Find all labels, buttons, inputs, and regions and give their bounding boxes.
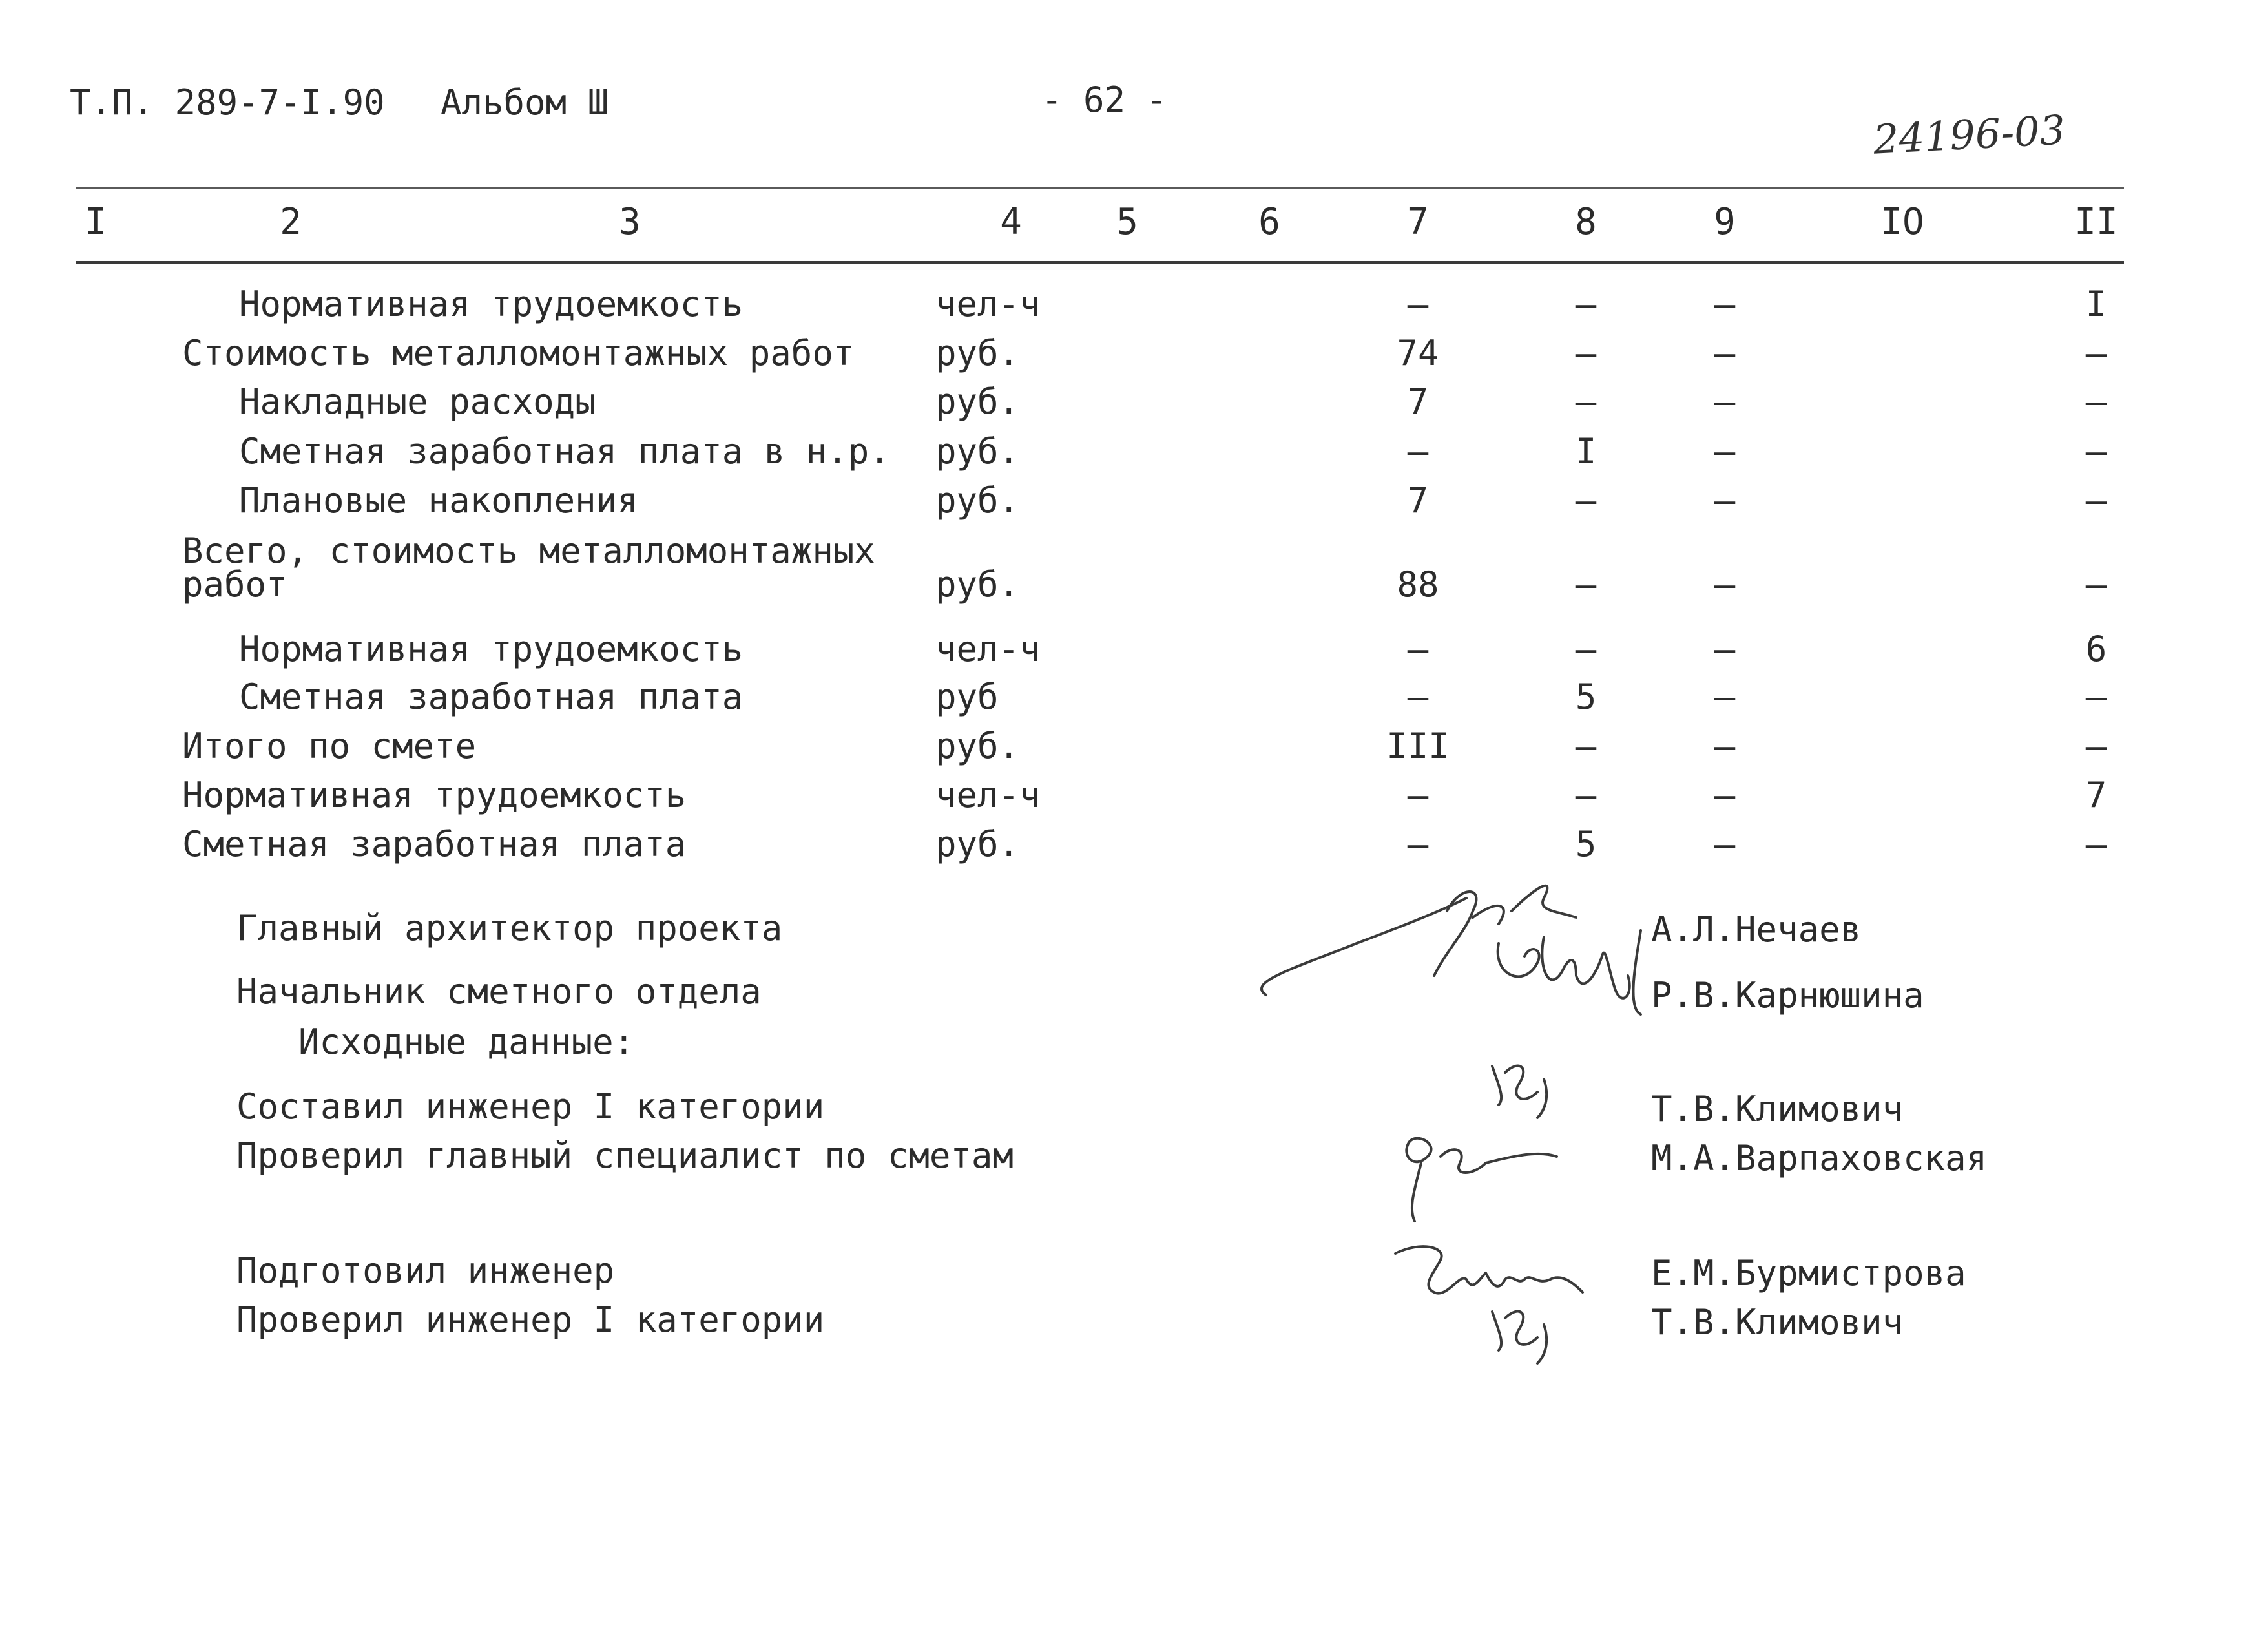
row-value-c11: – [2085, 676, 2107, 717]
column-header: II [2074, 201, 2118, 243]
row-value-c8: – [1575, 381, 1597, 422]
signature-klimovich-2 [1479, 1292, 1570, 1363]
row-value-c11: 6 [2085, 629, 2107, 669]
row-value-c11: 7 [2085, 775, 2107, 815]
album-label: Альбом Ш [441, 82, 609, 123]
column-header: 2 [280, 201, 302, 243]
row-value-c8: – [1575, 775, 1597, 815]
column-header: 5 [1116, 201, 1138, 243]
row-value-c11: – [2085, 824, 2107, 865]
column-header: 7 [1407, 201, 1429, 243]
column-header: IO [1880, 201, 1924, 243]
row-value-c9: – [1714, 381, 1736, 422]
signature-role: Составил инженер I категории [236, 1086, 825, 1127]
signatory-name: М.А.Варпаховская [1651, 1138, 1988, 1179]
row-value-c9: – [1714, 284, 1736, 324]
row-unit: руб. [935, 431, 1020, 472]
row-value-c8: – [1575, 333, 1597, 373]
row-value-c9: – [1714, 629, 1736, 669]
row-value-c8: I [1575, 431, 1597, 472]
row-value-c9: – [1714, 676, 1736, 717]
header-bottom-rule [76, 261, 2124, 264]
row-value-c9: – [1714, 564, 1736, 605]
row-unit: чел-ч [935, 629, 1041, 669]
row-value-c11: – [2085, 333, 2107, 373]
row-value-c9: – [1714, 726, 1736, 766]
row-value-c9: – [1714, 824, 1736, 865]
row-value-c7: III [1386, 726, 1450, 766]
row-value-c11: – [2085, 381, 2107, 422]
row-unit: чел-ч [935, 775, 1041, 815]
signatory-name: Т.В.Климович [1651, 1302, 1904, 1343]
column-header: 4 [1000, 201, 1022, 243]
row-value-c9: – [1714, 480, 1736, 521]
row-unit: чел-ч [935, 284, 1041, 324]
row-unit: руб. [935, 564, 1020, 605]
row-label: Нормативная трудоемкость [239, 284, 744, 324]
row-value-c11: – [2085, 431, 2107, 472]
row-label: Сметная заработная плата [182, 824, 687, 865]
row-unit: руб. [935, 333, 1020, 373]
row-label: Всего, стоимость металломонтажных [182, 530, 875, 571]
row-value-c7: 74 [1397, 333, 1439, 373]
row-label: Плановые накопления [239, 480, 638, 521]
signatory-name: Т.В.Климович [1651, 1089, 1904, 1129]
row-value-c8: – [1575, 284, 1597, 324]
column-header: 9 [1714, 201, 1736, 243]
row-value-c7: – [1407, 676, 1429, 717]
row-value-c8: 5 [1575, 824, 1597, 865]
signature-karnyushina [1486, 917, 1654, 1027]
row-unit: руб. [935, 480, 1020, 521]
row-label-continued: работ [182, 564, 287, 605]
row-label: Накладные расходы [239, 381, 596, 422]
signature-role: Проверил инженер I категории [236, 1299, 825, 1340]
signature-role: Начальник сметного отдела [236, 971, 762, 1012]
row-value-c11: – [2085, 480, 2107, 521]
column-header: I [85, 201, 107, 243]
column-header: 3 [619, 201, 641, 243]
row-value-c7: 88 [1397, 564, 1439, 605]
row-value-c9: – [1714, 775, 1736, 815]
row-value-c11: – [2085, 726, 2107, 766]
row-unit: руб. [935, 726, 1020, 766]
signature-role: Главный архитектор проекта [236, 908, 783, 949]
signatory-name: Р.В.Карнюшина [1651, 975, 1924, 1016]
signature-role: Проверил главный специалист по сметам [236, 1135, 1014, 1176]
row-value-c9: – [1714, 431, 1736, 472]
signature-role: Исходные данные: [298, 1022, 635, 1062]
column-header: 6 [1258, 201, 1280, 243]
document-code: Т.П. 289-7-I.90 [70, 82, 385, 123]
row-label: Итого по смете [182, 726, 477, 766]
signature-varpakhovskaya [1389, 1118, 1570, 1228]
row-value-c8: – [1575, 726, 1597, 766]
row-value-c7: 7 [1407, 381, 1429, 422]
row-label: Сметная заработная плата [239, 676, 744, 717]
row-value-c7: – [1407, 284, 1429, 324]
row-value-c7: – [1407, 824, 1429, 865]
row-value-c7: – [1407, 431, 1429, 472]
signatory-name: Е.М.Бурмистрова [1651, 1253, 1966, 1294]
row-label: Сметная заработная плата в н.р. [239, 431, 890, 472]
row-value-c7: – [1407, 775, 1429, 815]
row-label: Нормативная трудоемкость [239, 629, 744, 669]
signature-klimovich-1 [1479, 1047, 1570, 1118]
signatory-name: А.Л.Нечаев [1651, 909, 1862, 950]
row-label: Стоимость металломонтажных работ [182, 333, 855, 373]
signature-role: Подготовил инженер [236, 1250, 615, 1291]
row-unit: руб. [935, 381, 1020, 422]
row-value-c8: – [1575, 480, 1597, 521]
top-rule [76, 187, 2124, 189]
row-value-c11: I [2085, 284, 2107, 324]
row-value-c7: 7 [1407, 480, 1429, 521]
handwritten-code: 24196-03 [1872, 106, 2066, 163]
row-value-c8: – [1575, 629, 1597, 669]
page-number: - 62 - [1041, 79, 1168, 120]
row-value-c8: – [1575, 564, 1597, 605]
column-header: 8 [1575, 201, 1597, 243]
row-value-c8: 5 [1575, 676, 1597, 717]
row-value-c7: – [1407, 629, 1429, 669]
row-unit: руб. [935, 824, 1020, 865]
row-value-c11: – [2085, 564, 2107, 605]
row-value-c9: – [1714, 333, 1736, 373]
row-label: Нормативная трудоемкость [182, 775, 687, 815]
row-unit: руб [935, 676, 999, 717]
